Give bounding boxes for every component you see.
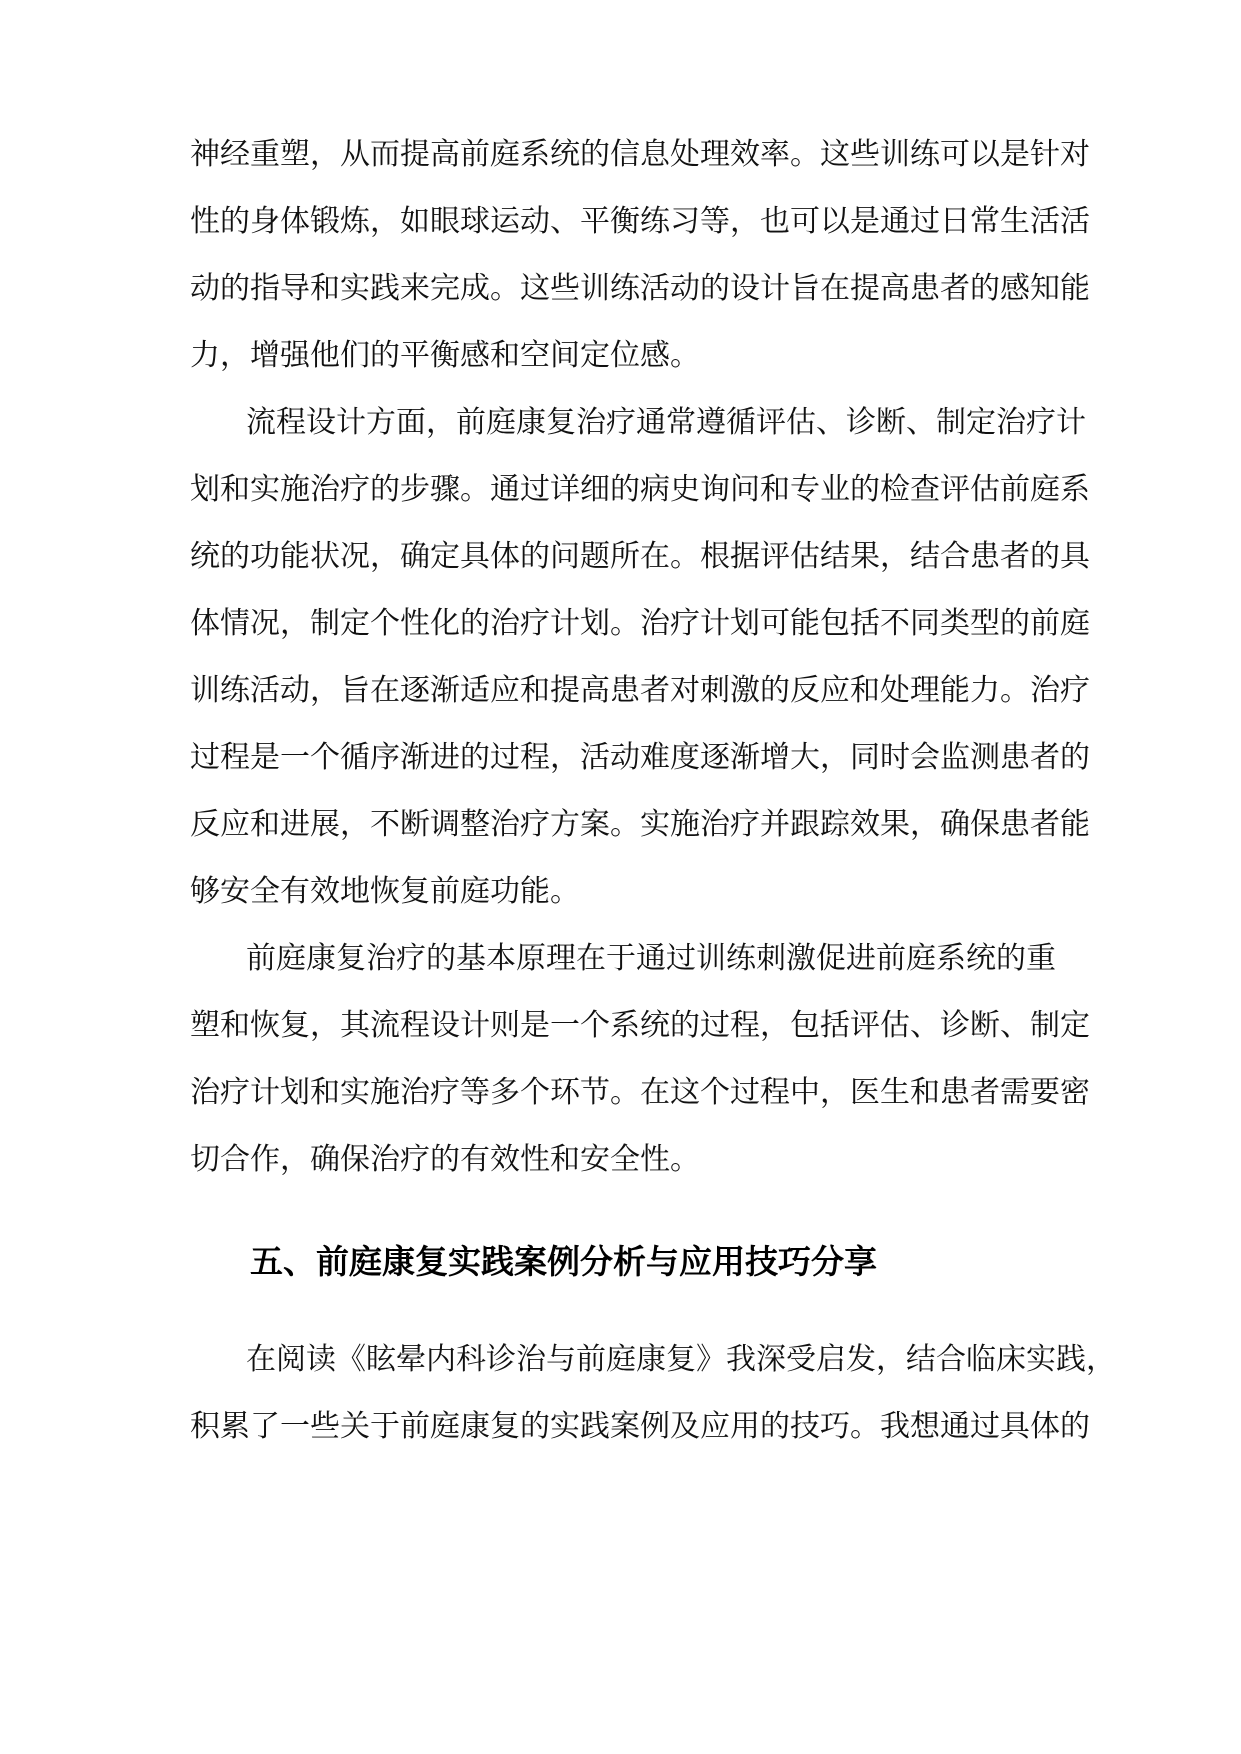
section-heading: 五、前庭康复实践案例分析与应用技巧分享 [250, 1242, 877, 1281]
paragraph-line: 体情况，制定个性化的治疗计划。治疗计划可能包括不同类型的前庭 [190, 606, 1090, 641]
paragraph-line: 力，增强他们的平衡感和空间定位感。 [190, 338, 700, 373]
paragraph-line: 统的功能状况，确定具体的问题所在。根据评估结果，结合患者的具 [190, 539, 1090, 574]
paragraph-line: 流程设计方面，前庭康复治疗通常遵循评估、诊断、制定治疗计 [246, 405, 1086, 440]
paragraph-line: 训练活动，旨在逐渐适应和提高患者对刺激的反应和处理能力。治疗 [190, 673, 1090, 708]
paragraph-line: 过程是一个循序渐进的过程，活动难度逐渐增大，同时会监测患者的 [190, 740, 1090, 775]
paragraph-line: 神经重塑，从而提高前庭系统的信息处理效率。这些训练可以是针对 [190, 137, 1090, 172]
paragraph-line: 在阅读《眩晕内科诊治与前庭康复》我深受启发，结合临床实践， [246, 1342, 1116, 1377]
paragraph-line: 切合作，确保治疗的有效性和安全性。 [190, 1142, 700, 1177]
paragraph-line: 够安全有效地恢复前庭功能。 [190, 874, 580, 909]
paragraph-line: 反应和进展，不断调整治疗方案。实施治疗并跟踪效果，确保患者能 [190, 807, 1090, 842]
paragraph-line: 性的身体锻炼，如眼球运动、平衡练习等，也可以是通过日常生活活 [190, 204, 1090, 239]
paragraph-line: 动的指导和实践来完成。这些训练活动的设计旨在提高患者的感知能 [190, 271, 1090, 306]
paragraph-line: 塑和恢复，其流程设计则是一个系统的过程，包括评估、诊断、制定 [190, 1008, 1090, 1043]
paragraph-line: 划和实施治疗的步骤。通过详细的病史询问和专业的检查评估前庭系 [190, 472, 1090, 507]
paragraph-line: 前庭康复治疗的基本原理在于通过训练刺激促进前庭系统的重 [246, 941, 1056, 976]
paragraph-line: 治疗计划和实施治疗等多个环节。在这个过程中，医生和患者需要密 [190, 1075, 1090, 1110]
paragraph-line: 积累了一些关于前庭康复的实践案例及应用的技巧。我想通过具体的 [190, 1409, 1090, 1444]
